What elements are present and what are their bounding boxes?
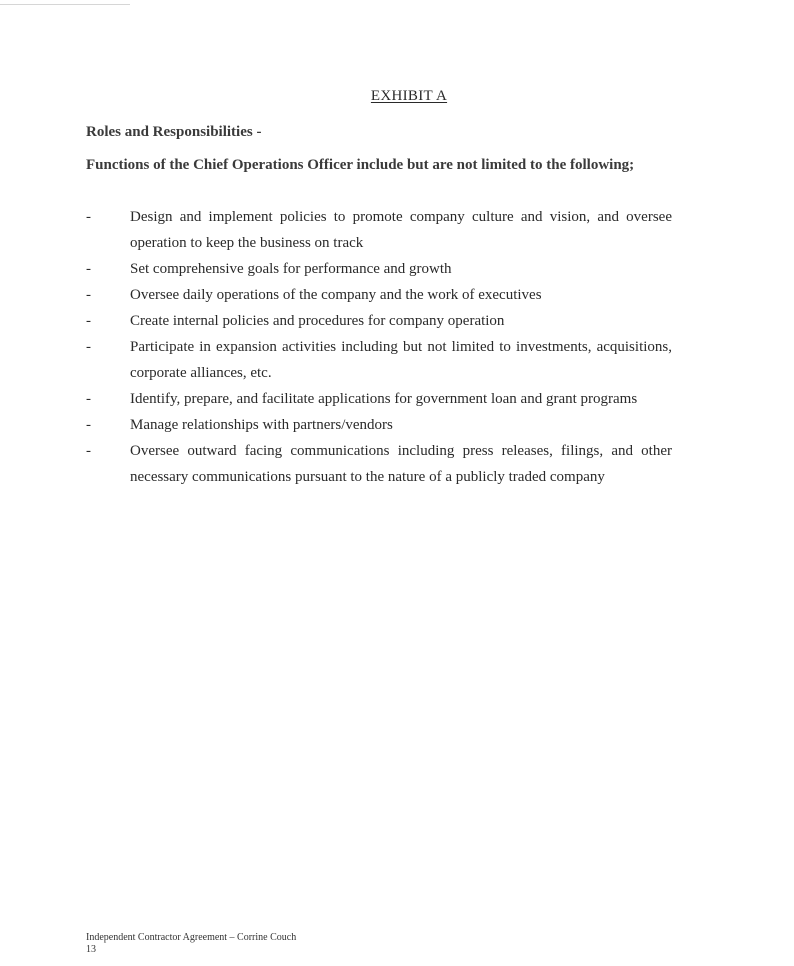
footer-agreement-title: Independent Contractor Agreement – Corrine Couch [86, 932, 297, 943]
list-dash: - [86, 339, 91, 355]
list-item-text: Oversee daily operations of the company and the work of executives [130, 287, 542, 303]
list-item [86, 256, 672, 282]
list-item-text: Oversee outward facing communications including press releases, filings, and other necessary communications pursuant to the nature of a publicly traded company [130, 443, 672, 485]
scan-artifact-line [0, 4, 130, 5]
list-dash: - [86, 443, 91, 459]
list-dash: - [86, 261, 91, 277]
list-dash: - [86, 417, 91, 433]
list-item [86, 412, 672, 438]
functions-heading: Functions of the Chief Operations Officer include but are not limited to the following; [86, 157, 635, 173]
list-item [86, 334, 672, 386]
footer-page-number: 13 [86, 944, 96, 955]
list-dash: - [86, 209, 91, 225]
list-item [86, 308, 672, 334]
page-footer [86, 932, 296, 956]
list-item [86, 386, 672, 412]
roles-heading: Roles and Responsibilities - [86, 124, 262, 140]
list-item-text: Identify, prepare, and facilitate applications for government loan and grant programs [130, 391, 638, 407]
list-item [86, 282, 672, 308]
list-dash: - [86, 287, 91, 303]
list-item-text: Set comprehensive goals for performance and growth [130, 261, 452, 277]
list-item-text: Design and implement policies to promote company culture and vision, and oversee operation to keep the business on track [130, 209, 672, 251]
list-dash: - [86, 313, 91, 329]
list-dash: - [86, 391, 91, 407]
list-item [86, 204, 672, 256]
exhibit-title: EXHIBIT A [370, 88, 448, 104]
exhibit-title-row [0, 88, 794, 105]
list-item-text: Create internal policies and procedures for company operation [130, 313, 505, 329]
list-item [86, 438, 672, 490]
list-item-text: Manage relationships with partners/vendors [130, 417, 393, 433]
responsibilities-list [86, 204, 672, 490]
list-item-text: Participate in expansion activities including but not limited to investments, acquisitions, corporate alliances, etc. [130, 339, 672, 381]
